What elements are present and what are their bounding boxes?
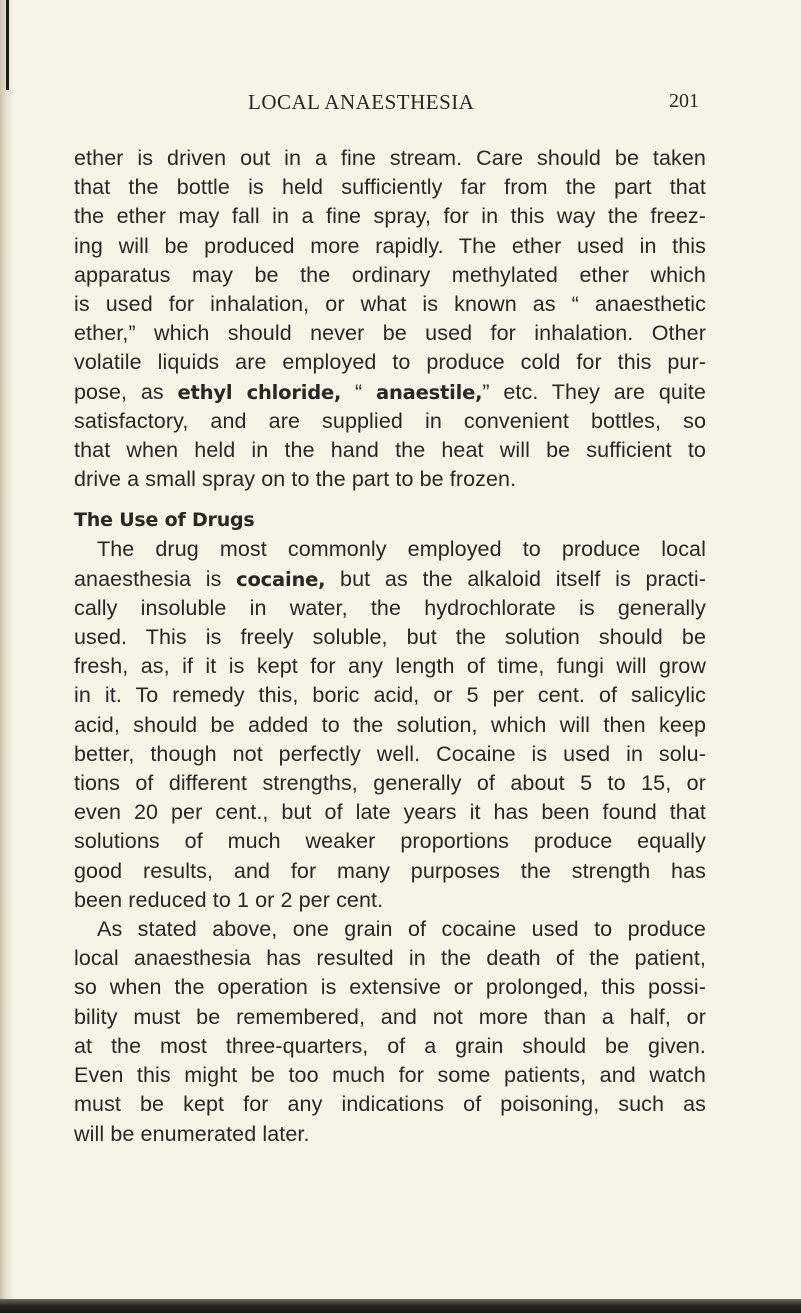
text-line: As stated above, one grain of cocaine used to produce <box>97 917 706 942</box>
text-line: so when the operation is extensive or prolonged, this possi- <box>74 975 706 1000</box>
bold-term-anaestile: anaestile, <box>376 380 483 404</box>
text-line: used. This is freely soluble, but the solution should be <box>74 625 706 650</box>
text-line: solutions of much weaker proportions produce equally <box>74 829 706 854</box>
text-line: better, though not perfectly well. Cocaine is used in solu- <box>74 741 706 766</box>
text-line: fresh, as, if it is kept for any length of time, fungi will grow <box>74 654 706 679</box>
text-line: will be enumerated later. <box>74 1121 310 1146</box>
text-line: ether is driven out in a fine stream. Care should be taken <box>74 146 706 170</box>
paragraph-1 <box>74 144 706 494</box>
text-run: anaesthesia is <box>74 566 237 591</box>
text-line: at the most three-quarters, of a grain should be given. <box>74 1033 706 1058</box>
text-line: volatile liquids are employed to produce cold for this pur- <box>74 350 706 375</box>
text-line: the ether may fall in a fine spray, for in this way the freez- <box>74 204 706 229</box>
text-line: acid, should be added to the solution, which will then keep <box>74 712 706 737</box>
text-line: tions of different strengths, generally of about 5 to 15, or <box>74 771 706 796</box>
text-line: cally insoluble in water, the hydrochlorate is generally <box>74 595 706 620</box>
running-head <box>0 90 801 120</box>
text-line: The drug most commonly employed to produce local <box>97 537 706 562</box>
text-line: ether,” which should never be used for inhalation. Other <box>74 321 706 346</box>
text-line: must be kept for any indications of poisoning, such as <box>74 1092 706 1117</box>
text-line <box>74 378 706 407</box>
text-line: apparatus may be the ordinary methylated ether which <box>74 262 706 287</box>
text-run: but as the alkaloid itself is practi- <box>325 566 706 591</box>
text-line: drive a small spray on to the part to be frozen. <box>74 467 517 492</box>
text-line: satisfactory, and are supplied in convenient bottles, so <box>74 408 706 433</box>
bold-term-cocaine: cocaine, <box>236 567 326 591</box>
paragraph-3 <box>74 915 706 1149</box>
text-line: bility must be remembered, and not more than a half, or <box>74 1004 706 1029</box>
text-line: in it. To remedy this, boric acid, or 5 per cent. of salicylic <box>74 683 706 708</box>
text-line: that when held in the hand the heat will be sufficient to <box>74 438 706 463</box>
binding-edge <box>6 0 9 90</box>
bold-term-ethyl-chloride: ethyl chloride, <box>177 380 342 404</box>
text-line: that the bottle is held sufficiently far from the part that <box>74 175 706 200</box>
page-edge-shadow <box>0 0 14 1313</box>
text-line: ing will be produced more rapidly. The ether used in this <box>74 233 706 258</box>
text-run: ” etc. They are quite <box>482 379 706 404</box>
text-line: good results, and for many purposes the strength has <box>74 858 706 883</box>
text-line: been reduced to 1 or 2 per cent. <box>74 887 384 912</box>
text-line: Even this might be too much for some patients, and watch <box>74 1063 706 1088</box>
text-line: is used for inhalation, or what is known as “ anaesthetic <box>74 292 706 317</box>
text-line: even 20 per cent., but of late years it has been found that <box>74 800 706 825</box>
page-bottom-edge <box>0 1299 801 1313</box>
paragraph-2 <box>74 535 706 915</box>
section-heading: The Use of Drugs <box>74 509 255 532</box>
text-run: “ <box>341 379 376 404</box>
running-title: LOCAL ANAESTHESIA <box>248 90 475 114</box>
text-run: pose, as <box>74 379 178 404</box>
text-line: local anaesthesia has resulted in the death of the patient, <box>74 946 706 971</box>
page-number: 201 <box>669 90 699 112</box>
body-text <box>74 144 706 1149</box>
text-line <box>74 565 706 594</box>
